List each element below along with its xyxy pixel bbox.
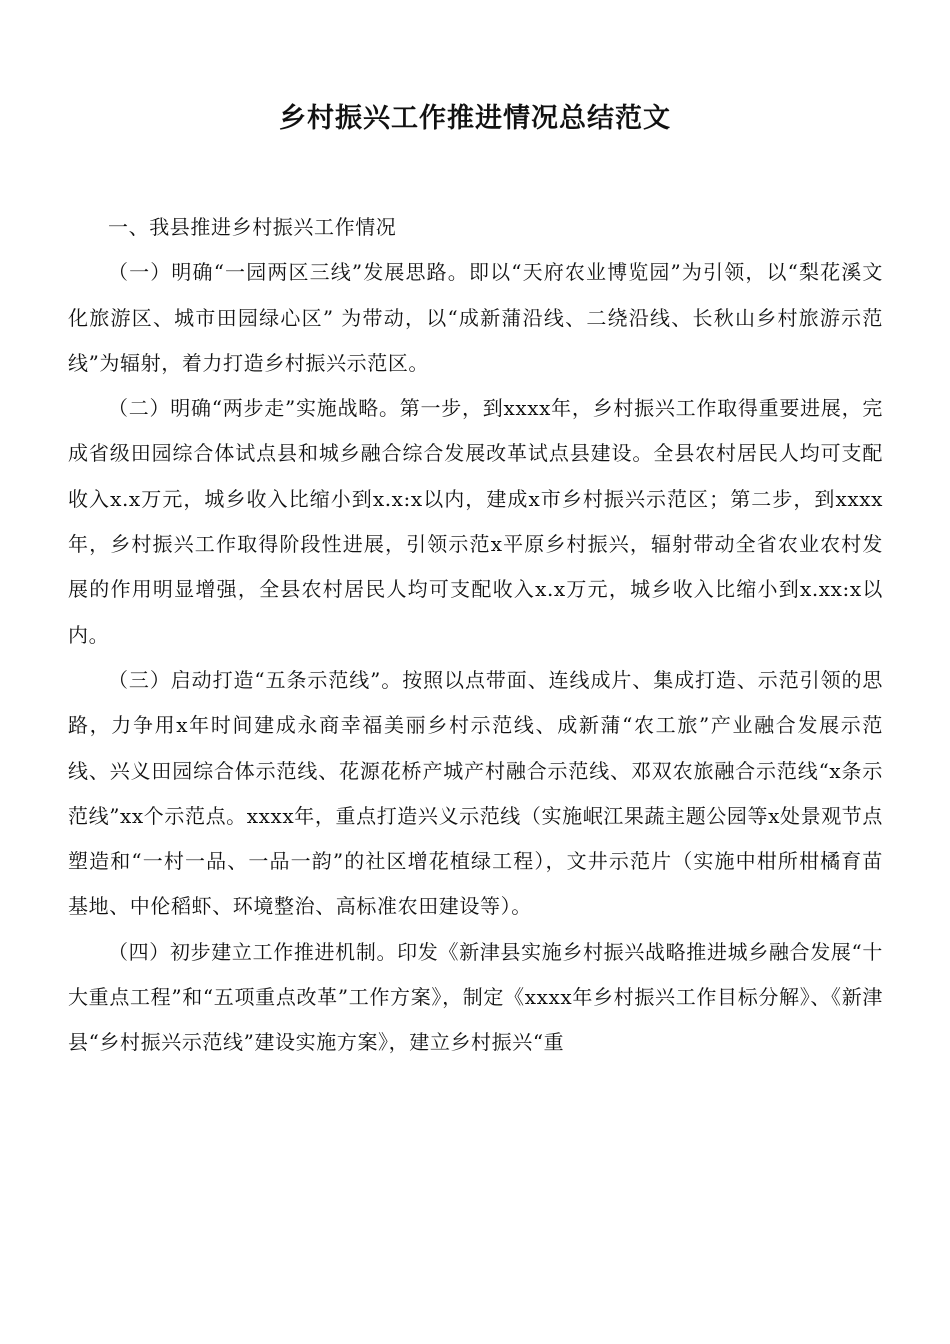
paragraph-4: （四）初步建立工作推进机制。印发《新津县实施乡村振兴战略推进城乡融合发展“十大重点工程”和“五项重点改革”工作方案》，制定《xxxx年乡村振兴工作目标分解》、《新津县“乡村振兴示范线”建设实施方案》，建立乡村振兴“重 [68, 939, 883, 1055]
paragraph-2: （二）明确“两步走”实施战略。第一步，到xxxx年，乡村振兴工作取得重要进展，完成省级田园综合体试点县和城乡融合综合发展改革试点县建设。全县农村居民人均可支配收入x.x万元，城乡收入比缩小到x.x:x以内，建成x市乡村振兴示范区；第二步，到xxxx年，乡村振兴工作取得阶段性进展，引领示范x平原乡村振兴，辐射带动全省农业农村发展的作用明显增强，全县农村居民人均可支配收入x.x万元，城乡收入比缩小到x.xx:x以内。 [68, 396, 883, 647]
section-heading: 一、我县推进乡村振兴工作情况 [108, 215, 397, 239]
document-body [68, 205, 883, 1066]
document-title: 乡村振兴工作推进情况总结范文 [279, 103, 671, 134]
paragraph-3: （三）启动打造“五条示范线”。按照以点带面、连线成片、集成打造、示范引领的思路，力争用x年时间建成永商幸福美丽乡村示范线、成新蒲“农工旅”产业融合发展示范线、兴义田园综合体示范线、花源花桥产城产村融合示范线、邓双农旅融合示范线“x条示范线”xx个示范点。xxxx年，重点打造兴义示范线（实施岷江果蔬主题公园等x处景观节点塑造和“一村一品、一品一韵”的社区增花植绿工程），文井示范片（实施中柑所柑橘育苗基地、中伦稻虾、环境整治、高标准农田建设等）。 [68, 667, 883, 919]
paragraph-1: （一）明确“一园两区三线”发展思路。即以“天府农业博览园”为引领，以“梨花溪文化旅游区、城市田园绿心区” 为带动，以“成新蒲沿线、二绕沿线、长秋山乡村旅游示范线”为辐射，着力打造乡村振兴示范区。 [68, 260, 883, 375]
